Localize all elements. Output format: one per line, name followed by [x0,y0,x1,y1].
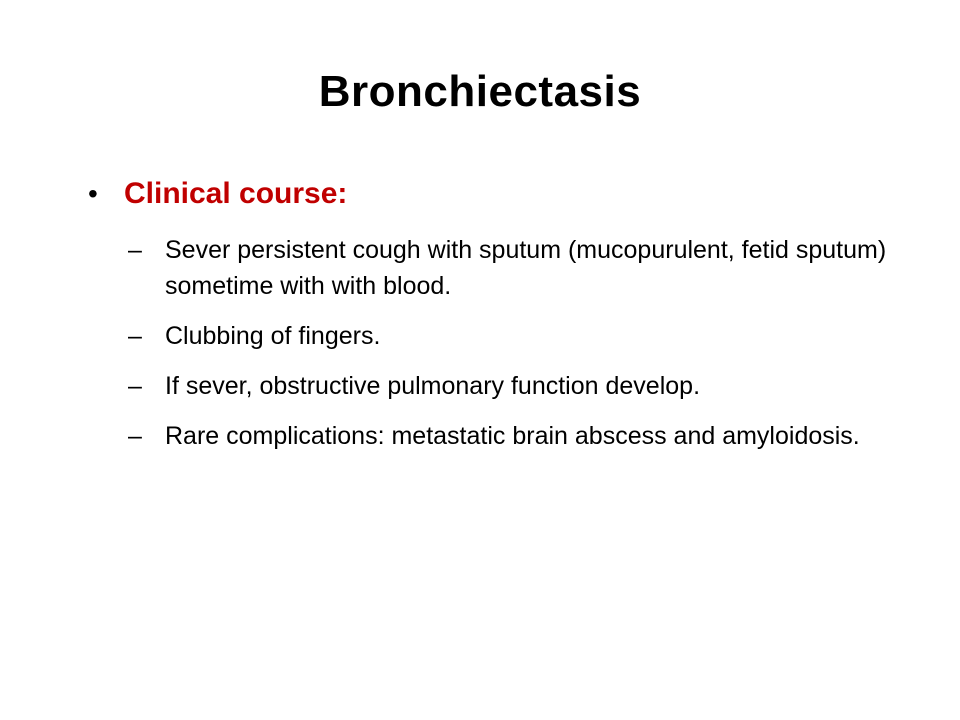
slide-title: Bronchiectasis [318,67,642,116]
sub-bullet-list [128,232,908,468]
list-item-text: If sever, obstructive pulmonary function develop. [165,372,701,400]
dash-marker: – [128,236,142,264]
list-item [128,368,908,404]
bullet-marker: • [88,178,98,209]
list-item-text: Rare complications: metastatic brain abscess and amyloidosis. [165,422,860,450]
main-bullet [88,174,918,214]
list-item [128,232,908,304]
list-item-text: Sever persistent cough with sputum (mucopurulent, fetid sputum) sometime with with blood. [165,236,887,300]
list-item [128,318,908,354]
dash-marker: – [128,422,142,450]
dash-marker: – [128,322,142,350]
dash-marker: – [128,372,142,400]
list-item-text: Clubbing of fingers. [165,322,381,350]
bullet-heading: Clinical course: [124,177,348,210]
list-item [128,418,908,454]
